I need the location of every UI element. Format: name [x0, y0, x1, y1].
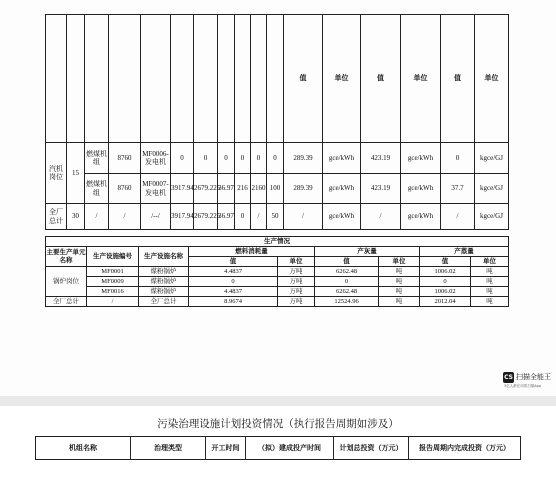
fuel-value: 4.4837 [189, 267, 278, 277]
header-completion-time: （拟）建成投产时间 [246, 437, 334, 460]
steam-unit: 吨 [471, 297, 509, 307]
header-unit-2: 单位 [401, 15, 441, 143]
table-row-total [46, 297, 509, 307]
header-steam: 产蒸量 [420, 247, 509, 257]
ash-unit: 吨 [379, 277, 420, 287]
value: / [441, 204, 475, 230]
investment-header-row [36, 437, 521, 460]
cell: 0 [267, 143, 284, 174]
value: 289.39 [284, 143, 323, 174]
cell: 36.97 [218, 204, 235, 230]
fuel-value: 8.9674 [189, 297, 278, 307]
cell: 36.97 [218, 174, 235, 204]
unit-name: 全厂总计 [46, 297, 87, 307]
value: / [361, 204, 401, 230]
cell: 2679.225 [194, 174, 218, 204]
facility-name: 煤粉锅炉 [139, 277, 189, 287]
fuel-unit: 万吨 [278, 277, 315, 287]
facility-code: MF0009 [87, 277, 139, 287]
table-row [46, 143, 509, 174]
steam-value: 2012.04 [420, 297, 471, 307]
unit: kgce/GJ [475, 204, 509, 230]
value: 289.39 [284, 174, 323, 204]
hours: 8760 [109, 143, 141, 174]
unit-type: / [85, 204, 109, 230]
hours: 8760 [109, 174, 141, 204]
table2-header-row [46, 247, 509, 257]
facility-code: MF0016 [87, 287, 139, 297]
header-facility-code: 生产设施编号 [87, 247, 139, 267]
page-divider [0, 396, 556, 406]
investment-table [35, 436, 521, 460]
cell: 3917.94 [171, 204, 194, 230]
table-row [46, 267, 509, 277]
steam-unit: 吨 [471, 267, 509, 277]
steam-unit: 吨 [471, 277, 509, 287]
scanner-tagline: 3亿人都在用的扫描App [504, 384, 542, 388]
cell: 100 [267, 174, 284, 204]
unit: kgce/GJ [475, 143, 509, 174]
header-value-2: 值 [361, 15, 401, 143]
scanner-watermark [503, 371, 551, 389]
steam-value: 1006.02 [420, 287, 471, 297]
cell: / [251, 204, 267, 230]
unit: gce/kWh [323, 174, 361, 204]
header-completed-investment: 报告周期内完成投资（万元） [409, 437, 521, 460]
ash-unit: 吨 [379, 297, 420, 307]
subheader-value: 值 [420, 257, 471, 267]
facility-code: MF0007-发电机 [141, 174, 171, 204]
table-row-total [46, 204, 509, 230]
fuel-unit: 万吨 [278, 297, 315, 307]
value: 37.7 [441, 174, 475, 204]
ash-unit: 吨 [379, 267, 420, 277]
value: 423.19 [361, 174, 401, 204]
header-value-3: 值 [441, 15, 475, 143]
production-table [45, 236, 509, 307]
production-title: 生产情况 [46, 237, 509, 247]
table2-title-row [46, 237, 509, 247]
unit: gce/kWh [323, 204, 361, 230]
unit: gce/kWh [323, 143, 361, 174]
facility-name: 煤粉锅炉 [139, 267, 189, 277]
group-label: 全厂总计 [46, 204, 67, 230]
steam-value: 0 [420, 277, 471, 287]
facility-name: 全厂总计 [139, 297, 189, 307]
cell: 0 [251, 143, 267, 174]
unit: gce/kWh [401, 143, 441, 174]
subheader-unit: 单位 [379, 257, 420, 267]
cell: 0 [171, 143, 194, 174]
subheader-unit: 单位 [471, 257, 509, 267]
unit: gce/kWh [401, 174, 441, 204]
ash-value: 12524.96 [315, 297, 379, 307]
value: 423.19 [361, 143, 401, 174]
group-label: 汽机岗位 [46, 143, 67, 204]
cell: 3917.94 [171, 174, 194, 204]
fuel-unit: 万吨 [278, 267, 315, 277]
header-treatment-type: 治理类型 [131, 437, 206, 460]
camscanner-icon: CS [504, 374, 513, 381]
table1-header-row [46, 15, 509, 143]
cell: 2679.225 [194, 204, 218, 230]
header-unit-1: 单位 [323, 15, 361, 143]
hours: / [109, 204, 141, 230]
unit-name: 锅炉岗位 [46, 267, 87, 297]
cell: 216 [235, 174, 251, 204]
cell: 50 [267, 204, 284, 230]
cell: 0 [235, 204, 251, 230]
performance-table [45, 14, 509, 230]
facility-code: /--/ [141, 204, 171, 230]
ash-value: 6262.48 [315, 287, 379, 297]
steam-unit: 吨 [471, 287, 509, 297]
steam-value: 1006.02 [420, 267, 471, 277]
header-unit-name: 机组名称 [36, 437, 131, 460]
subheader-value: 值 [189, 257, 278, 267]
facility-name: 煤粉锅炉 [139, 287, 189, 297]
table-row [46, 287, 509, 297]
table-row [46, 174, 509, 204]
ash-value: 0 [315, 277, 379, 287]
cell: 2160 [251, 174, 267, 204]
scanned-page-lower [0, 406, 556, 483]
subheader-value: 值 [315, 257, 379, 267]
group-count: 15 [67, 143, 85, 204]
header-value-1: 值 [284, 15, 323, 143]
group-count: 30 [67, 204, 85, 230]
header-planned-investment: 计划总投资（万元） [334, 437, 409, 460]
unit: kgce/GJ [475, 174, 509, 204]
header-unit-name: 主要生产单元名称 [46, 247, 87, 267]
value: / [284, 204, 323, 230]
header-facility-name: 生产设施名称 [139, 247, 189, 267]
fuel-value: 0 [189, 277, 278, 287]
facility-code: / [87, 297, 139, 307]
header-unit-3: 单位 [475, 15, 509, 143]
subheader-unit: 单位 [278, 257, 315, 267]
cell: 0 [218, 143, 235, 174]
unit-type: 燃煤机组 [85, 143, 109, 174]
unit: gce/kWh [401, 204, 441, 230]
facility-code: MF0001 [87, 267, 139, 277]
scanner-name: 扫描全能王 [516, 373, 551, 381]
cell: 0 [235, 143, 251, 174]
header-fuel: 燃料消耗量 [189, 247, 315, 257]
section-title: 污染治理设施计划投资情况（执行报告周期如涉及） [157, 418, 399, 430]
fuel-value: 4.4837 [189, 287, 278, 297]
fuel-unit: 万吨 [278, 287, 315, 297]
ash-value: 6262.48 [315, 267, 379, 277]
ash-unit: 吨 [379, 287, 420, 297]
facility-code: MF0006-发电机 [141, 143, 171, 174]
table-row [46, 277, 509, 287]
value: 0 [441, 143, 475, 174]
unit-type: 燃煤机组 [85, 174, 109, 204]
cell: 0 [194, 143, 218, 174]
header-ash: 产灰量 [315, 247, 420, 257]
header-start-time: 开工时间 [206, 437, 246, 460]
